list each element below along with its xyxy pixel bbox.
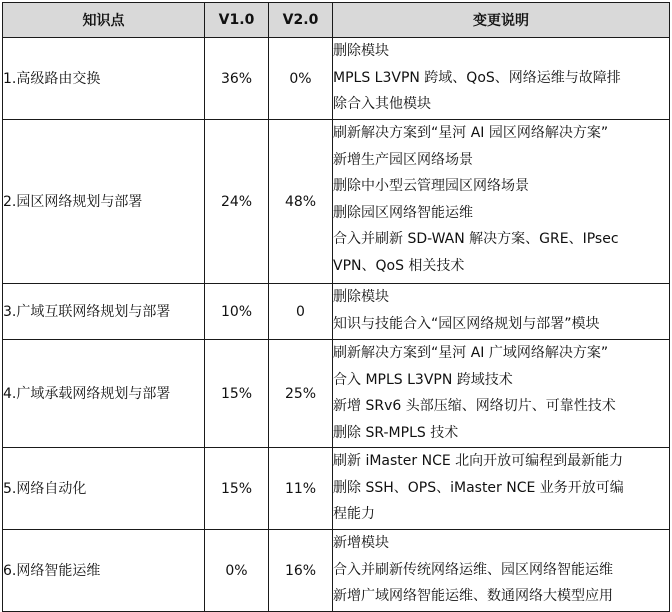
v1-cell: 36% — [205, 38, 269, 120]
changes-cell — [333, 340, 670, 448]
topic-cell: 4.广域承载网络规划与部署 — [3, 340, 205, 448]
change-line: 刷新解决方案到“星河 AI 广域网络解决方案” — [333, 345, 609, 361]
changes-cell — [333, 448, 670, 530]
change-line: 刷新 iMaster NCE 北向开放可编程到最新能力 — [333, 453, 624, 469]
change-line: 新增广域网络智能运维、数通网络大模型应用 — [333, 588, 613, 604]
v2-cell: 16% — [269, 530, 333, 612]
change-line: 删除 SSH、OPS、iMaster NCE 业务开放可编 — [333, 479, 624, 496]
table-row — [3, 284, 670, 340]
change-line: 删除园区网络智能运维 — [333, 204, 473, 221]
v1-cell: 24% — [205, 120, 269, 284]
changes-cell — [333, 120, 670, 284]
change-line: 除合入其他模块 — [333, 96, 431, 112]
header-changes: 变更说明 — [333, 3, 670, 38]
v1-cell: 10% — [205, 284, 269, 340]
header-topic: 知识点 — [3, 3, 205, 38]
topic-cell: 6.网络智能运维 — [3, 530, 205, 612]
table-row — [3, 120, 670, 284]
header-v2: V2.0 — [269, 3, 333, 38]
table-row — [3, 38, 670, 120]
change-line: 合入 MPLS L3VPN 跨域技术 — [333, 371, 513, 388]
header-v1: V1.0 — [205, 3, 269, 38]
change-line: 删除 SR-MPLS 技术 — [333, 424, 459, 441]
v2-cell: 25% — [269, 340, 333, 448]
v1-cell: 0% — [205, 530, 269, 612]
changes-cell — [333, 38, 670, 120]
table-row — [3, 448, 670, 530]
changes-cell — [333, 530, 670, 612]
topic-cell: 1.高级路由交换 — [3, 38, 205, 120]
change-line: MPLS L3VPN 跨域、QoS、网络运维与故障排 — [333, 69, 621, 86]
change-line: 新增生产园区网络场景 — [333, 151, 473, 168]
topic-cell: 5.网络自动化 — [3, 448, 205, 530]
change-line: 程能力 — [333, 506, 375, 522]
change-line: 新增模块 — [333, 535, 389, 551]
v2-cell: 48% — [269, 120, 333, 284]
topic-cell: 3.广域互联网络规划与部署 — [3, 284, 205, 340]
change-line: 删除模块 — [333, 289, 389, 305]
header-row — [3, 3, 670, 38]
changes-cell — [333, 284, 670, 340]
v2-cell: 0 — [269, 284, 333, 340]
v1-cell: 15% — [205, 448, 269, 530]
change-line: 知识与技能合入“园区网络规划与部署”模块 — [333, 315, 600, 332]
change-line: 删除中小型云管理园区网络场景 — [333, 178, 529, 194]
table-row — [3, 530, 670, 612]
change-line: 删除模块 — [333, 43, 389, 59]
change-line: VPN、QoS 相关技术 — [333, 257, 465, 274]
change-line: 新增 SRv6 头部压缩、网络切片、可靠性技术 — [333, 398, 616, 414]
table-row — [3, 340, 670, 448]
change-line: 刷新解决方案到“星河 AI 园区网络解决方案” — [333, 125, 609, 141]
v1-cell: 15% — [205, 340, 269, 448]
topic-cell: 2.园区网络规划与部署 — [3, 120, 205, 284]
change-line: 合入并刷新 SD-WAN 解决方案、GRE、IPsec — [333, 231, 619, 247]
change-table — [2, 2, 670, 612]
v2-cell: 11% — [269, 448, 333, 530]
change-line: 合入并刷新传统网络运维、园区网络智能运维 — [333, 561, 613, 578]
v2-cell: 0% — [269, 38, 333, 120]
